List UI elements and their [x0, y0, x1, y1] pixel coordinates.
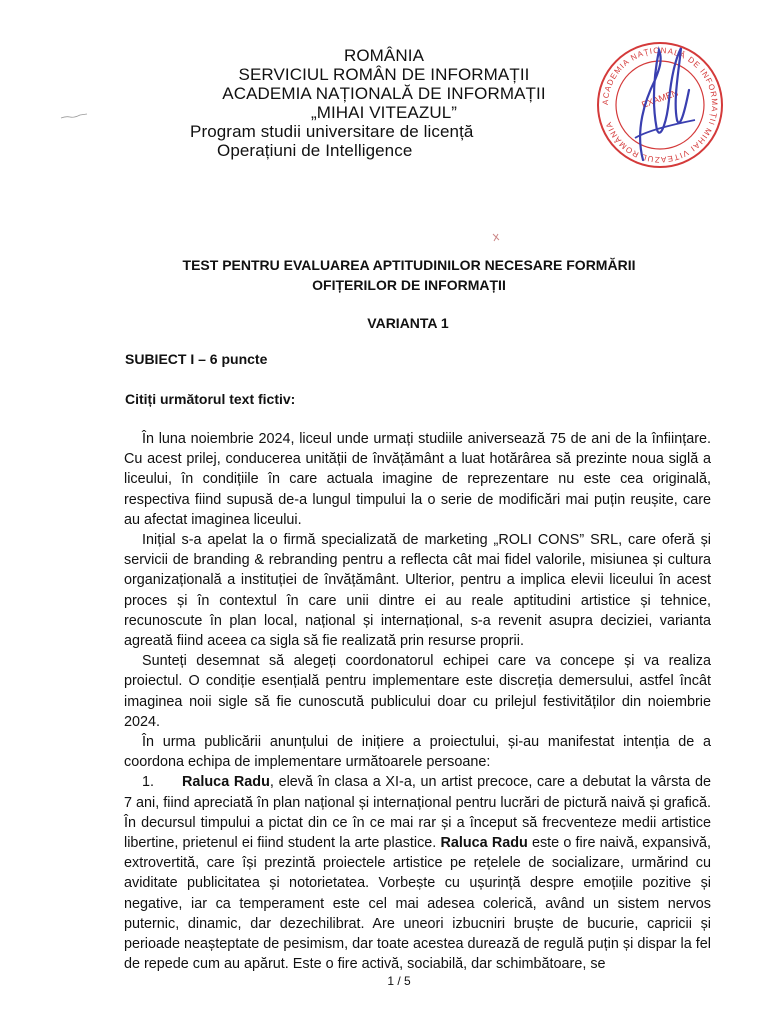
page-number: 1 / 5 — [387, 974, 411, 988]
test-title-line2: OFIȚERILOR DE INFORMAȚII — [312, 277, 506, 293]
instruction-heading: Citiți următorul text fictiv: — [125, 391, 296, 407]
document-body — [124, 429, 711, 974]
paragraph-4: În urma publicării anunțului de inițiere a proiectului, și-au manifestat intenția de a coordona echipa de implementare următoarele persoane: — [124, 734, 711, 771]
official-stamp-icon — [585, 40, 735, 170]
paragraph-1: În luna noiembrie 2024, liceul unde urmați studiile aniversează 75 de ani de la înființare. Cu acest prilej, conducerea unității de învățământ a luat hotărârea să prezinte noua siglă a liceului, în condițiile în care actuala imagine de reprezentare nu este cea originală, respectiva fiind supusă de-a lungul timpului la o serie de modificări mai puțin reușite, care au afectat imaginea liceului. — [124, 431, 711, 528]
candidate-description-a: , elevă în clasa a XI-a, un artist precoce, care a debutat la vârsta de 7 ani, fiind apreciată în plan național și internațional pentru lucrări de pictură naivă și grafică. În decursul timpului a pictat din ce în ce mai rar și a început să frecventeze medii artistice libertine, prietenul ei fiind student la arte plastice. — [124, 774, 711, 852]
header-specialization: Operațiuni de Intelligence — [217, 141, 413, 160]
stamp-ring-text: ACADEMIA NAȚIONALĂ DE INFORMAȚII MIHAI VITEAZUL ROMÂNIA — [600, 45, 720, 165]
test-title-line1: TEST PENTRU EVALUAREA APTITUDINILOR NECESARE FORMĂRII — [182, 257, 636, 273]
list-item-number: 1. — [142, 774, 155, 791]
paragraph-2: Inițial s-a apelat la o firmă specializată de marketing „ROLI CONS” SRL, care oferă și servicii de branding & rebranding pentru a reflecta cât mai fidel valorile, misiunea și cultura organizațională a instituției de învățământ. Ulterior, pentru a implica elevii liceului în acest proces și în contextul în care unii dintre ei au reale aptitudini artistice și tehnice, recunoscute în plan local, național și internațional, s-a revenit asupra deciziei, varianta agreată fiind aceea ca sigla să fie realizată prin resurse proprii. — [124, 532, 711, 650]
header-program: Program studii universitare de licență — [190, 122, 474, 141]
scan-mark-icon — [490, 232, 502, 244]
stamp-center-text: EXAMEN — [640, 87, 680, 110]
variant-label: VARIANTA 1 — [367, 315, 449, 331]
header-academy-name: „MIHAI VITEAZUL” — [310, 103, 458, 122]
header-academy: ACADEMIA NAȚIONALĂ DE INFORMAȚII — [222, 84, 546, 103]
candidate-name-repeat: Raluca Radu — [440, 835, 528, 852]
paragraph-3: Sunteți desemnat să alegeți coordonatorul echipei care va concepe și va realiza proiectul. O condiție esențială pentru implementare este discreția demersului, astfel încât imaginea noii sigle să fie cunoscută publicului doar cu prilejul festivităților din noiembrie 2024. — [124, 653, 711, 730]
test-title — [0, 255, 768, 295]
header-service: SERVICIUL ROMÂN DE INFORMAȚII — [238, 65, 530, 84]
scan-speck-icon — [60, 112, 88, 120]
header-country: ROMÂNIA — [343, 46, 425, 65]
subject-heading: SUBIECT I – 6 puncte — [125, 351, 268, 367]
candidate-description-b: este o fire naivă, expansivă, extrovertită, care își prezintă proiectele artistice pe rețelele de socializare, urmărind cu aviditate publicitatea și notorietatea. Vorbește cu ușurință despre emoțiile pozitive și negative, iar ca temperament este cel mai adesea colerică, având un sistem nervos puternic, dinamic, dar dezechilibrat. Are uneori izbucniri bruște de bucurie, capricii și perioade neașteptate de pesimism, dar toate acestea durează de regulă puțin și dispar la fel de repede cum au apărut. Este o fire activă, sociabilă, dar schimbătoare, se — [124, 835, 711, 973]
candidate-name: Raluca Radu — [182, 774, 270, 791]
list-item — [124, 772, 711, 974]
